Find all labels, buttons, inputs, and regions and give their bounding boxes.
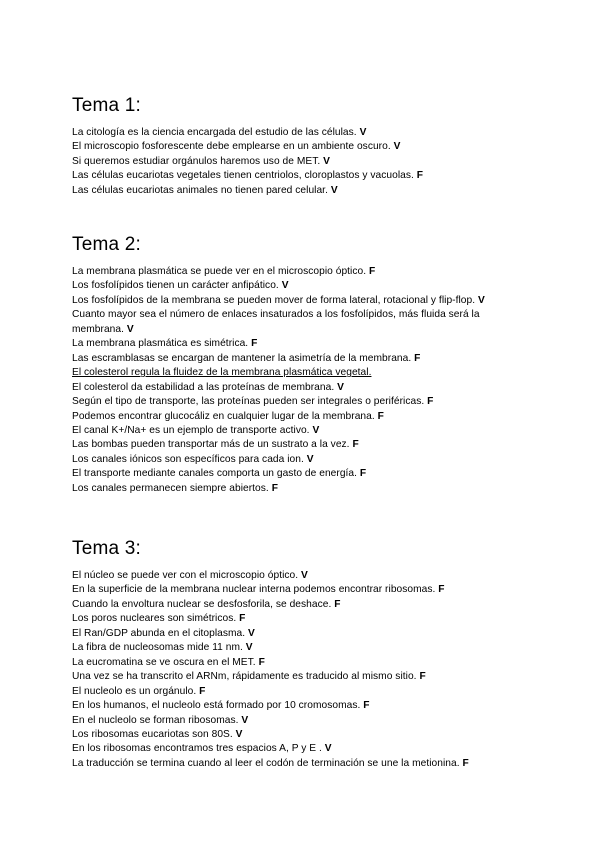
question-line: Los canales permanecen siempre abiertos. F xyxy=(72,482,278,494)
answer-mark: F xyxy=(438,584,445,596)
question-line: El Ran/GDP abunda en el citoplasma. V xyxy=(72,627,255,639)
answer-mark: V xyxy=(393,141,401,153)
question-line: La traducción se termina cuando al leer el codón de terminación se une la metionina. F xyxy=(72,757,469,769)
answer-mark: V xyxy=(245,642,253,654)
question-line: Las escramblasas se encargan de mantener la asimetría de la membrana. F xyxy=(72,352,421,364)
question-line: Los fosfolípidos de la membrana se pueden mover de forma lateral, rotacional y flip-flop. V xyxy=(72,294,485,306)
question-line: En el nucleolo se forman ribosomas. V xyxy=(72,714,249,726)
question-line: El canal K+/Na+ es un ejemplo de transporte activo. V xyxy=(72,424,320,436)
answer-mark: V xyxy=(337,381,344,393)
question-line: En los humanos, el nucleolo está formado por 10 cromosomas. F xyxy=(72,700,370,712)
question-line: Los ribosomas eucariotas son 80S. V xyxy=(72,728,243,740)
answer-mark: V xyxy=(324,743,332,755)
question-line: El microscopio fosforescente debe emplearse en un ambiente oscuro. V xyxy=(72,141,401,153)
answer-mark: F xyxy=(416,170,424,182)
question-line: El colesterol da estabilidad a las proteínas de membrana. V xyxy=(72,381,344,393)
answer-mark: V xyxy=(281,280,289,292)
answer-mark: F xyxy=(462,757,469,769)
answer-mark: V xyxy=(312,424,320,436)
question-line: El núcleo se puede ver con el microscopio óptico. V xyxy=(72,570,308,581)
question-line: Cuanto mayor sea el número de enlaces insaturados a los fosfolípidos, más fluida será la membrana. V xyxy=(72,309,480,335)
question-line: En la superficie de la membrana nuclear interna podemos encontrar ribosomas. F xyxy=(72,584,445,596)
question-line: Una vez se ha transcrito el ARNm, rápidamente es traducido al mismo sitio. F xyxy=(72,671,426,683)
question-line: El nucleolo es un orgánulo. F xyxy=(72,685,206,697)
question-line: La citología es la ciencia encargada del estudio de las células. V xyxy=(72,127,367,138)
question-line: Las células eucariotas vegetales tienen centriolos, cloroplastos y vacuolas. F xyxy=(72,170,424,182)
answer-mark: V xyxy=(241,714,249,726)
answer-mark: V xyxy=(301,570,308,581)
question-line-underlined: El colesterol regula la fluidez de la membrana plasmática vegetal. xyxy=(72,367,372,379)
answer-mark: F xyxy=(271,482,278,494)
answer-mark: F xyxy=(359,468,367,480)
question-line: La eucromatina se ve oscura en el MET. F xyxy=(72,656,265,668)
question-line: Los fosfolípidos tienen un carácter anfipático. V xyxy=(72,280,289,292)
answer-mark: V xyxy=(248,627,255,639)
answer-mark: F xyxy=(199,685,206,697)
question-line: Los canales iónicos son específicos para cada ion. V xyxy=(72,453,314,465)
question-line: Podemos encontrar glucocáliz en cualquier lugar de la membrana. F xyxy=(72,410,384,422)
answer-mark: F xyxy=(419,671,426,683)
answer-mark: V xyxy=(306,453,314,465)
section-tema-3 xyxy=(72,538,532,771)
answer-mark: F xyxy=(377,410,384,422)
section-heading: Tema 1: xyxy=(72,95,141,116)
answer-mark: F xyxy=(414,352,421,364)
question-line: La membrana plasmática es simétrica. F xyxy=(72,338,258,350)
question-line: Los poros nucleares son simétricos. F xyxy=(72,613,246,625)
question-line: Las bombas pueden transportar más de un sustrato a la vez. F xyxy=(72,439,359,451)
question-line: Si queremos estudiar orgánulos haremos uso de MET. V xyxy=(72,155,331,167)
question-line: El transporte mediante canales comporta un gasto de energía. F xyxy=(72,468,367,480)
section-tema-1 xyxy=(72,95,532,198)
section-heading: Tema 3: xyxy=(72,538,141,559)
answer-mark: F xyxy=(369,266,376,277)
question-line: Según el tipo de transporte, las proteínas pueden ser integrales o periféricas. F xyxy=(72,396,434,408)
answer-mark: F xyxy=(363,700,370,712)
answer-mark: F xyxy=(239,613,246,625)
answer-mark: V xyxy=(126,323,134,335)
section-tema-2 xyxy=(72,234,532,496)
answer-mark: F xyxy=(251,338,258,350)
question-line: La fibra de nucleosomas mide 11 nm. V xyxy=(72,642,253,654)
question-line: Cuando la envoltura nuclear se desfosforila, se deshace. F xyxy=(72,598,341,610)
question-line: La membrana plasmática se puede ver en el microscopio óptico. F xyxy=(72,266,376,277)
answer-mark: F xyxy=(427,396,434,408)
answer-mark: V xyxy=(330,184,338,196)
answer-mark: V xyxy=(478,294,485,306)
answer-mark: V xyxy=(359,127,367,138)
answer-mark: F xyxy=(258,656,265,668)
section-heading: Tema 2: xyxy=(72,234,141,255)
answer-mark: F xyxy=(352,439,359,451)
question-line: Las células eucariotas animales no tienen pared celular. V xyxy=(72,184,338,196)
answer-mark: F xyxy=(334,598,341,610)
answer-mark: V xyxy=(323,155,331,167)
answer-mark: V xyxy=(235,728,243,740)
question-line: En los ribosomas encontramos tres espacios A, P y E . V xyxy=(72,743,332,755)
